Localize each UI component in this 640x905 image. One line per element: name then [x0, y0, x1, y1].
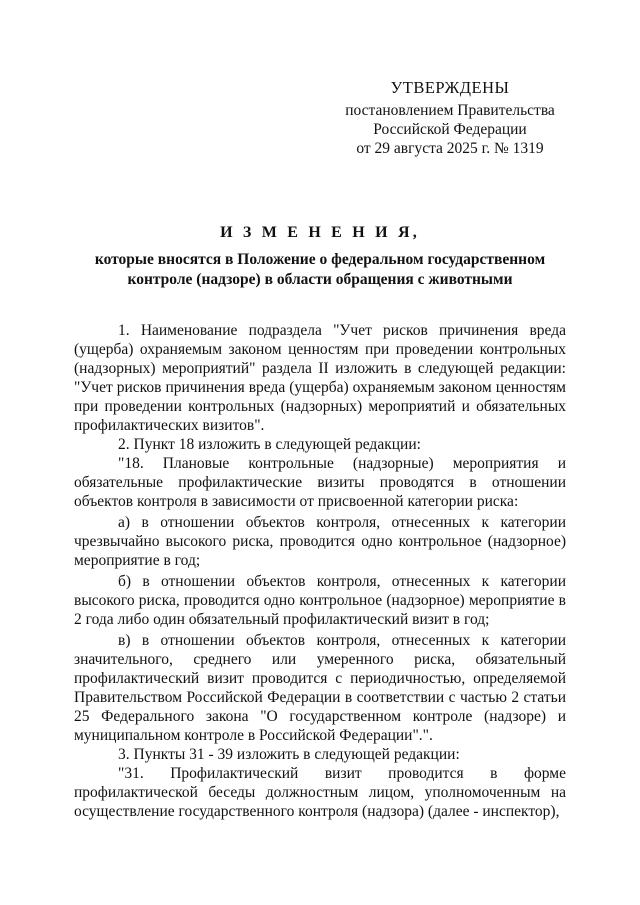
document-subtitle-line: которые вносятся в Положение о федеральном государственном: [94, 251, 546, 268]
document-body: [74, 321, 566, 821]
paragraph: б) в отношении объектов контроля, отнесенных к категории высокого риска, проводится одно контрольное (надзорное) мероприятие в 2 года либо один обязательный профилактический визит в год;: [74, 573, 566, 628]
paragraph: "31. Профилактический визит проводится в форме профилактической беседы должностным лицом, уполномоченным на осуществление государственного контроля (надзора) (далее - инспектор),: [74, 765, 566, 820]
document-title: И З М Е Н Е Н И Я,: [220, 224, 420, 241]
paragraph: 3. Пункты 31 - 39 изложить в следующей редакции:: [118, 746, 460, 763]
paragraph: а) в отношении объектов контроля, отнесенных к категории чрезвычайно высокого риска, проводится одно контрольное (надзорное) мероприятие в год;: [74, 514, 566, 569]
paragraph: в) в отношении объектов контроля, отнесенных к категории значительного, среднего или умеренного риска, обязательный профилактический визит проводится с периодичностью, определяемой Правительством Российской Федерации в соответствии с частью 2 статьи 25 Федерального закона "О государственном контроле (надзоре) и муниципальном контроле в Российской Федерации".".: [74, 632, 566, 744]
paragraph: 1. Наименование подраздела "Учет рисков причинения вреда (ущерба) охраняемым законом ценностям при проведении контрольных (надзорных) мероприятий" раздела II изложить в следующей редакции: "Учет рисков причинения вреда (ущерба) охраняемым законом ценностям при проведении контрольных (надзорных) мероприятий и обязательных профилактических визитов".: [74, 322, 566, 434]
approval-stamp: [330, 78, 570, 158]
approval-line: постановлением Правительства: [345, 102, 555, 119]
paragraph: 2. Пункт 18 изложить в следующей редакции:: [118, 436, 421, 453]
document-title-block: [70, 224, 570, 290]
document-subtitle-line: контроле (надзоре) в области обращения с животными: [127, 271, 513, 288]
paragraph: "18. Плановые контрольные (надзорные) мероприятия и обязательные профилактические визиты проводятся в отношении объектов контроля в зависимости от присвоенной категории риска:: [74, 455, 566, 510]
approval-line: Российской Федерации: [373, 121, 527, 138]
approval-heading: УТВЕРЖДЕНЫ: [390, 78, 510, 97]
approval-date-line: от 29 августа 2025 г. № 1319: [356, 140, 544, 157]
